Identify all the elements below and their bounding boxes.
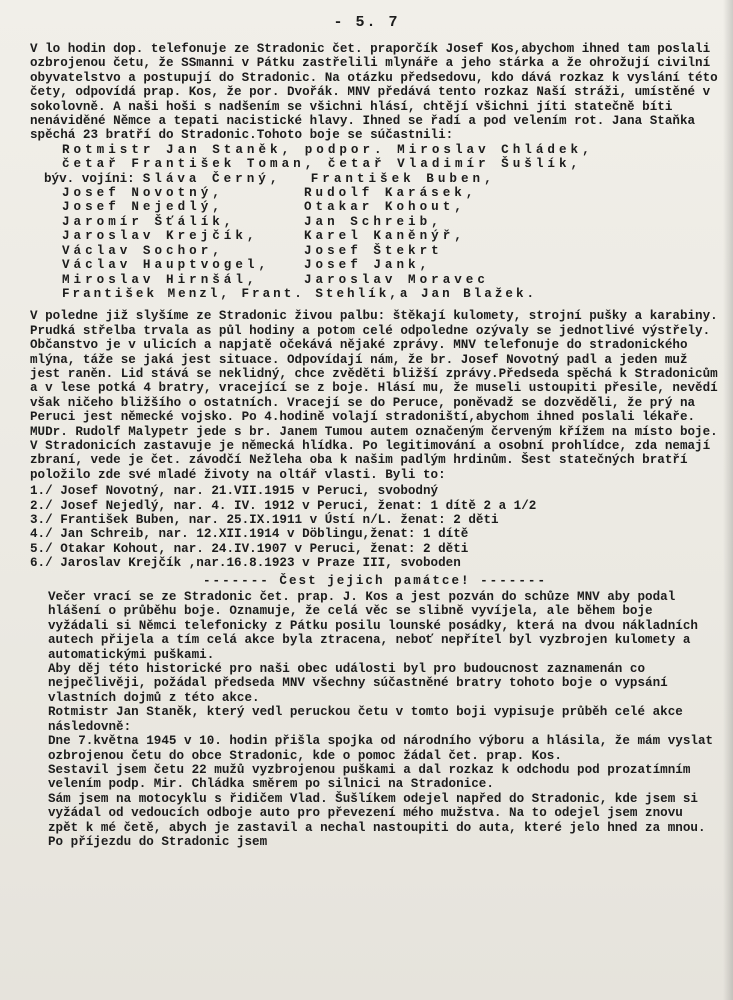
paragraph-stanek-account-1: Dne 7.května 1945 v 10. hodin přišla spojka od národního výboru a hlásila, že mám vyslat ozbrojenou četu do obce Stradonic, kde o pomoc žádal čet. prap. Kos. [48, 734, 714, 763]
participant-name: Josef Štekrt [304, 243, 443, 258]
fallen-entry: 6./ Jaroslav Krejčík ,nar.16.8.1923 v Praze III, svoboden [30, 556, 461, 571]
paragraph-stanek-account-2: Sestavil jsem četu 22 mužů vyzbrojenou puškami a dal rozkaz k odchodu pod prozatímním velením podp. Mir. Chládka směrem po silnici na Stradonice. [48, 762, 691, 792]
document-body [30, 42, 720, 849]
participant-name: František Menzl, Frant. Stehlík,a Jan Blažek. [62, 286, 538, 301]
paragraph-evening-report: Večer vrací se ze Stradonic čet. prap. J. Kos a jest pozván do schůze MNV aby podal hlášení o průběhu boje. Oznamuje, že celá věc se slibně vyvíjela, ale během boje vyžádali si Němci telefonicky z Pátku posilu lounské posádky, která na dvou nákladních autech přijela a tím celá akce byla ztracena, neboť nepřítel byl vyzbrojen kulomety a automatickými puškami. [48, 590, 698, 662]
participant-name: Jan Schreib, [304, 214, 443, 229]
participant-name: Rudolf Karásek, [304, 186, 478, 201]
participant-name: Jaroslav Krejčík, [62, 229, 259, 244]
participant-row [44, 287, 720, 301]
participant-row [44, 244, 720, 258]
participant-row [44, 215, 720, 229]
memorial-motto: ------- Čest jejich památce! ------- [202, 573, 548, 588]
participants-lead-line [44, 157, 720, 171]
participant-name: František Buben, [310, 171, 496, 186]
participants-lead-line [44, 143, 720, 157]
paragraph-stanek-intro: Rotmistr Jan Staněk, který vedl peruckou četu v tomto boji vypisuje průběh celé akce následovně: [48, 705, 683, 734]
fallen-entry: 2./ Josef Nejedlý, nar. 4. IV. 1912 v Peruci, ženat: 1 dítě 2 a 1/2 [30, 498, 537, 513]
participant-name: Václav Hauptvogel, [62, 258, 271, 273]
participant-row [44, 229, 720, 243]
fallen-entry: 5./ Otakar Kohout, nar. 24.IV.1907 v Peruci, ženat: 2 děti [30, 541, 469, 556]
former-soldiers-label: býv. vojíni: [44, 171, 135, 186]
participant-name: Karel Kaněnýř, [304, 229, 466, 244]
paragraph-call-for-help: V lo hodin dop. telefonuje ze Stradonic čet. praporčík Josef Kos,abychom ihned tam poslali ozbrojenou četu, že SSmanni v Pátku zastřelili mlynáře a jeho stárka a že ohrožují civilní obyvatelstvo a postupují do Stradonic. Na otázku předsedovu, kdo dává rozkaz k vyslání této čety, odpovídá prap. Kos, že por. Dvořák. MNV předává tento rozkaz Naší stráži, umístěné v sokolovně. A naši hoši s nadšením se všichni hlásí, chtějí všichni jíti statečně bíti nenáviděné Němce a tepati nacistické hlavy. Ihned se řadí a pod velením rot. Jana Staňka spěchá 23 bratří do Stradonic.Tohoto boje se súčastnili: [30, 42, 718, 143]
participant-name: Josef Novotný, [62, 186, 224, 201]
scan-edge-shadow [723, 0, 733, 1000]
participants-list [30, 143, 720, 301]
participant-row [44, 258, 720, 272]
page-number: - 5. 7 [333, 14, 400, 31]
participant-row [44, 172, 720, 186]
fallen-entry: 4./ Jan Schreib, nar. 12.XII.1914 v Döblingu,ženat: 1 dítě [30, 527, 469, 542]
participant-lead: Rotmistr Jan Staněk, podpor. Miroslav Chládek, [62, 142, 594, 157]
participant-name: Miroslav Hirnšál, [62, 272, 259, 287]
paragraph-request-accounts: Aby děj této historické pro naši obec události byl pro budoucnost zaznamenán co nejpečlivěji, požádal předseda MNV všechny súčastněné bratry tohoto boje o vypsání vlastních dojmů z této akce. [48, 662, 668, 705]
fallen-entry: 1./ Josef Novotný, nar. 21.VII.1915 v Peruci, svobodný [30, 484, 439, 499]
fallen-list [30, 484, 720, 570]
participant-name: Jaroslav Moravec [304, 272, 489, 287]
paragraph-stanek-account-3: Sám jsem na motocyklu s řidičem Vlad. Šušlíkem odejel napřed do Stradonic, kde jsem si vyžádal od vedoucích odboje auto pro převezení mého mužstva. Na to odejel jsem znovu zpět k mé četě, abych je zastavil a nechal nastoupiti do auta, které jelo hned za mnou. Po příjezdu do Stradonic jsem [48, 791, 706, 849]
fallen-entry: 3./ František Buben, nar. 25.IX.1911 v Ústí n/L. ženat: 2 děti [30, 513, 499, 527]
paragraph-battle-report: V poledne již slyšíme ze Stradonic živou palbu: štěkají kulomety, strojní pušky a karabiny. Prudká střelba trvala as půl hodiny a potom celé odpoledne ozývaly se jednotlivé výstřely. Občanstvo je v ulicích a napjatě očekává nějaké zprávy. MNV telefonuje do stradonického mlýna, táže se jaká jest situace. Odpovídají nám, že br. Josef Novotný padl a jeden muž jest raněn. Lid stává se neklidný, chce zvěděti bližší zprávy.Předseda spěchá k Stradonicům a v lese potká 4 bratry, vracející se z boje. Hlásí mu, že museli ustoupiti přesile, nevědí však ničeho bližšího o ostatních. Vracejí se do Peruce, poněvadž se dozvěděli, že prý na Peruci jest německé vojsko. Po 4.hodině volají stradoniští,abychom ihned poslali lékaře. MUDr. Rudolf Malypetr jede s br. Janem Tumou autem označeným červeným křížem na místo boje. V Stradonicích zastavuje je německá hlídka. Po legitimování a osobní prohlídce, zda nemají zbraní, vede je čet. závodčí Nežleha oba k našim padlým hrdinům. Šest statečných bratří položilo zde své mladé životy na oltář vlasti. Byli to: [30, 309, 718, 482]
participant-row [44, 273, 720, 287]
participant-name: Josef Jank, [304, 258, 432, 273]
participant-row [44, 186, 720, 200]
participant-name: Josef Nejedlý, [62, 200, 224, 215]
participant-row [44, 200, 720, 214]
participant-name: Otakar Kohout, [304, 200, 466, 215]
participant-lead: četař František Toman, četař Vladimír Šušlík, [62, 157, 583, 172]
participant-name: Jaromír Šťálík, [62, 214, 236, 229]
participant-name: Sláva Černý, [142, 171, 282, 186]
participant-name: Václav Sochor, [62, 243, 224, 258]
